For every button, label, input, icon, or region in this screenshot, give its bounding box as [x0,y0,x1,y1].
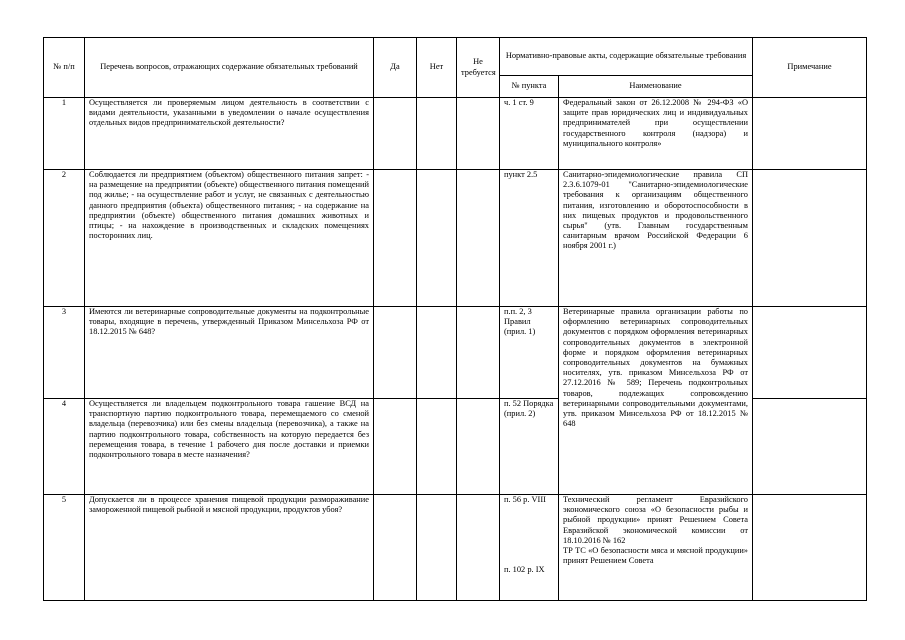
note-cell[interactable] [753,307,867,399]
not-required-cell[interactable] [457,307,500,399]
row-item-cell [500,495,559,601]
note-cell[interactable] [753,170,867,307]
note-cell[interactable] [753,495,867,601]
yes-cell[interactable] [374,170,417,307]
not-required-cell[interactable] [457,170,500,307]
yes-cell[interactable] [374,98,417,170]
no-cell[interactable] [417,399,457,495]
yes-cell[interactable] [374,307,417,399]
row-question: Осуществляется ли проверяемым лицом деятельность в соответствии с видами деятельности, указанными в уведомлении о начале осуществления отдельных видов предпринимательской деятельности? [85,98,374,170]
row-question: Осуществляется ли владельцем подконтрольного товара гашение ВСД на транспортную партию подконтрольного товара, перемещаемого со сменой владельца (перевозчика) или без смены владельца (перевозчика), а также на партию подконтрольного товара, собственность на которую передается без перемещения товара, в течение 1 рабочего дня после доставки и приемки подконтрольного товара в месте назначения? [85,399,374,495]
row-item: п. 52 Порядка (прил. 2) [500,399,559,495]
no-cell[interactable] [417,170,457,307]
row-act: Федеральный закон от 26.12.2008 № 294-ФЗ «О защите прав юридических лиц и индивидуальных предпринимателей при осуществлении государственного контроля (надзора) и муниципального контроля» [559,98,753,170]
row-item: ч. 1 ст. 9 [500,98,559,170]
no-cell[interactable] [417,307,457,399]
row-act: Санитарно-эпидемиологические правила СП 2.3.6.1079-01 "Санитарно-эпидемиологические требования к организациям общественного питания, изготовлению и оборотоспособности в них пищевых продуктов и продовольственного сырья" (утв. Главным государственным санитарным врачом Российской Федерации 6 ноября 2001 г.) [559,170,753,307]
not-required-cell[interactable] [457,495,500,601]
not-required-cell[interactable] [457,98,500,170]
table-row [44,495,867,601]
row-question: Допускается ли в процессе хранения пищевой продукции размораживание замороженной пищевой рыбной и мясной продукции, продуктов убоя? [85,495,374,601]
no-cell[interactable] [417,98,457,170]
header-note: Примечание [753,38,867,98]
row-question: Соблюдается ли предприятием (объектом) общественного питания запрет: - на размещение на предприятии (объекте) общественного питания помещений под жилье; - на осуществление работ и услуг, не связанных с деятельностью данного предприятия (объекта) общественного питания; - на содержание на предприятии (объекте) общественного питания домашних животных и птицы; - на нахождение в производственных и складских помещениях посторонних лиц. [85,170,374,307]
row-act: Технический регламент Евразийского экономического союза «О безопасности рыбы и рыбной продукции» принят Решением Совета Евразийской экономической комиссии от 18.10.2016 № 162 [563,495,748,545]
yes-cell[interactable] [374,495,417,601]
row-act-2: ТР ТС «О безопасности мяса и мясной продукции» принят Решением Совета [563,546,748,566]
header-no: Нет [417,38,457,98]
row-act: Ветеринарные правила организации работы по оформлению ветеринарных сопроводительных документов с порядком оформления ветеринарных сопроводительных документов в электронной форме и порядком оформления ветеринарных сопроводительных документов на бумажных носителях, утв. приказом Минсельхоза РФ от 27.12.2016 № 589; Перечень подконтрольных товаров, подлежащих сопровождению ветеринарными сопроводительными документами, утв. приказом Минсельхоза РФ от 18.12.2015 № 648 [559,307,753,495]
table-row [44,307,867,399]
table-row [44,170,867,307]
row-item: п.п. 2, 3 Правил (прил. 1) [500,307,559,399]
not-required-cell[interactable] [457,399,500,495]
table-row [44,98,867,170]
note-cell[interactable] [753,399,867,495]
row-question: Имеются ли ветеринарные сопроводительные документы на подконтрольные товары, входящие в перечень, утвержденный Приказом Минсельхоза РФ от 18.12.2015 № 648? [85,307,374,399]
header-num: № п/п [44,38,85,98]
row-number: 3 [44,307,85,399]
row-item: пункт 2.5 [500,170,559,307]
header-not-required: Не требуется [457,38,500,98]
row-number: 4 [44,399,85,495]
row-number: 1 [44,98,85,170]
header-questions: Перечень вопросов, отражающих содержание обязательных требований [85,38,374,98]
row-act-cell [559,495,753,601]
row-item: п. 56 р. VIII [504,495,546,504]
yes-cell[interactable] [374,399,417,495]
note-cell[interactable] [753,98,867,170]
row-number: 2 [44,170,85,307]
checklist-table [43,37,867,601]
header-name: Наименование [559,76,753,98]
header-acts: Нормативно-правовые акты, содержащие обязательные требования [500,38,753,76]
row-item-2: п. 102 р. IX [504,565,545,575]
row-number: 5 [44,495,85,601]
header-item-no: № пункта [500,76,559,98]
no-cell[interactable] [417,495,457,601]
header-yes: Да [374,38,417,98]
